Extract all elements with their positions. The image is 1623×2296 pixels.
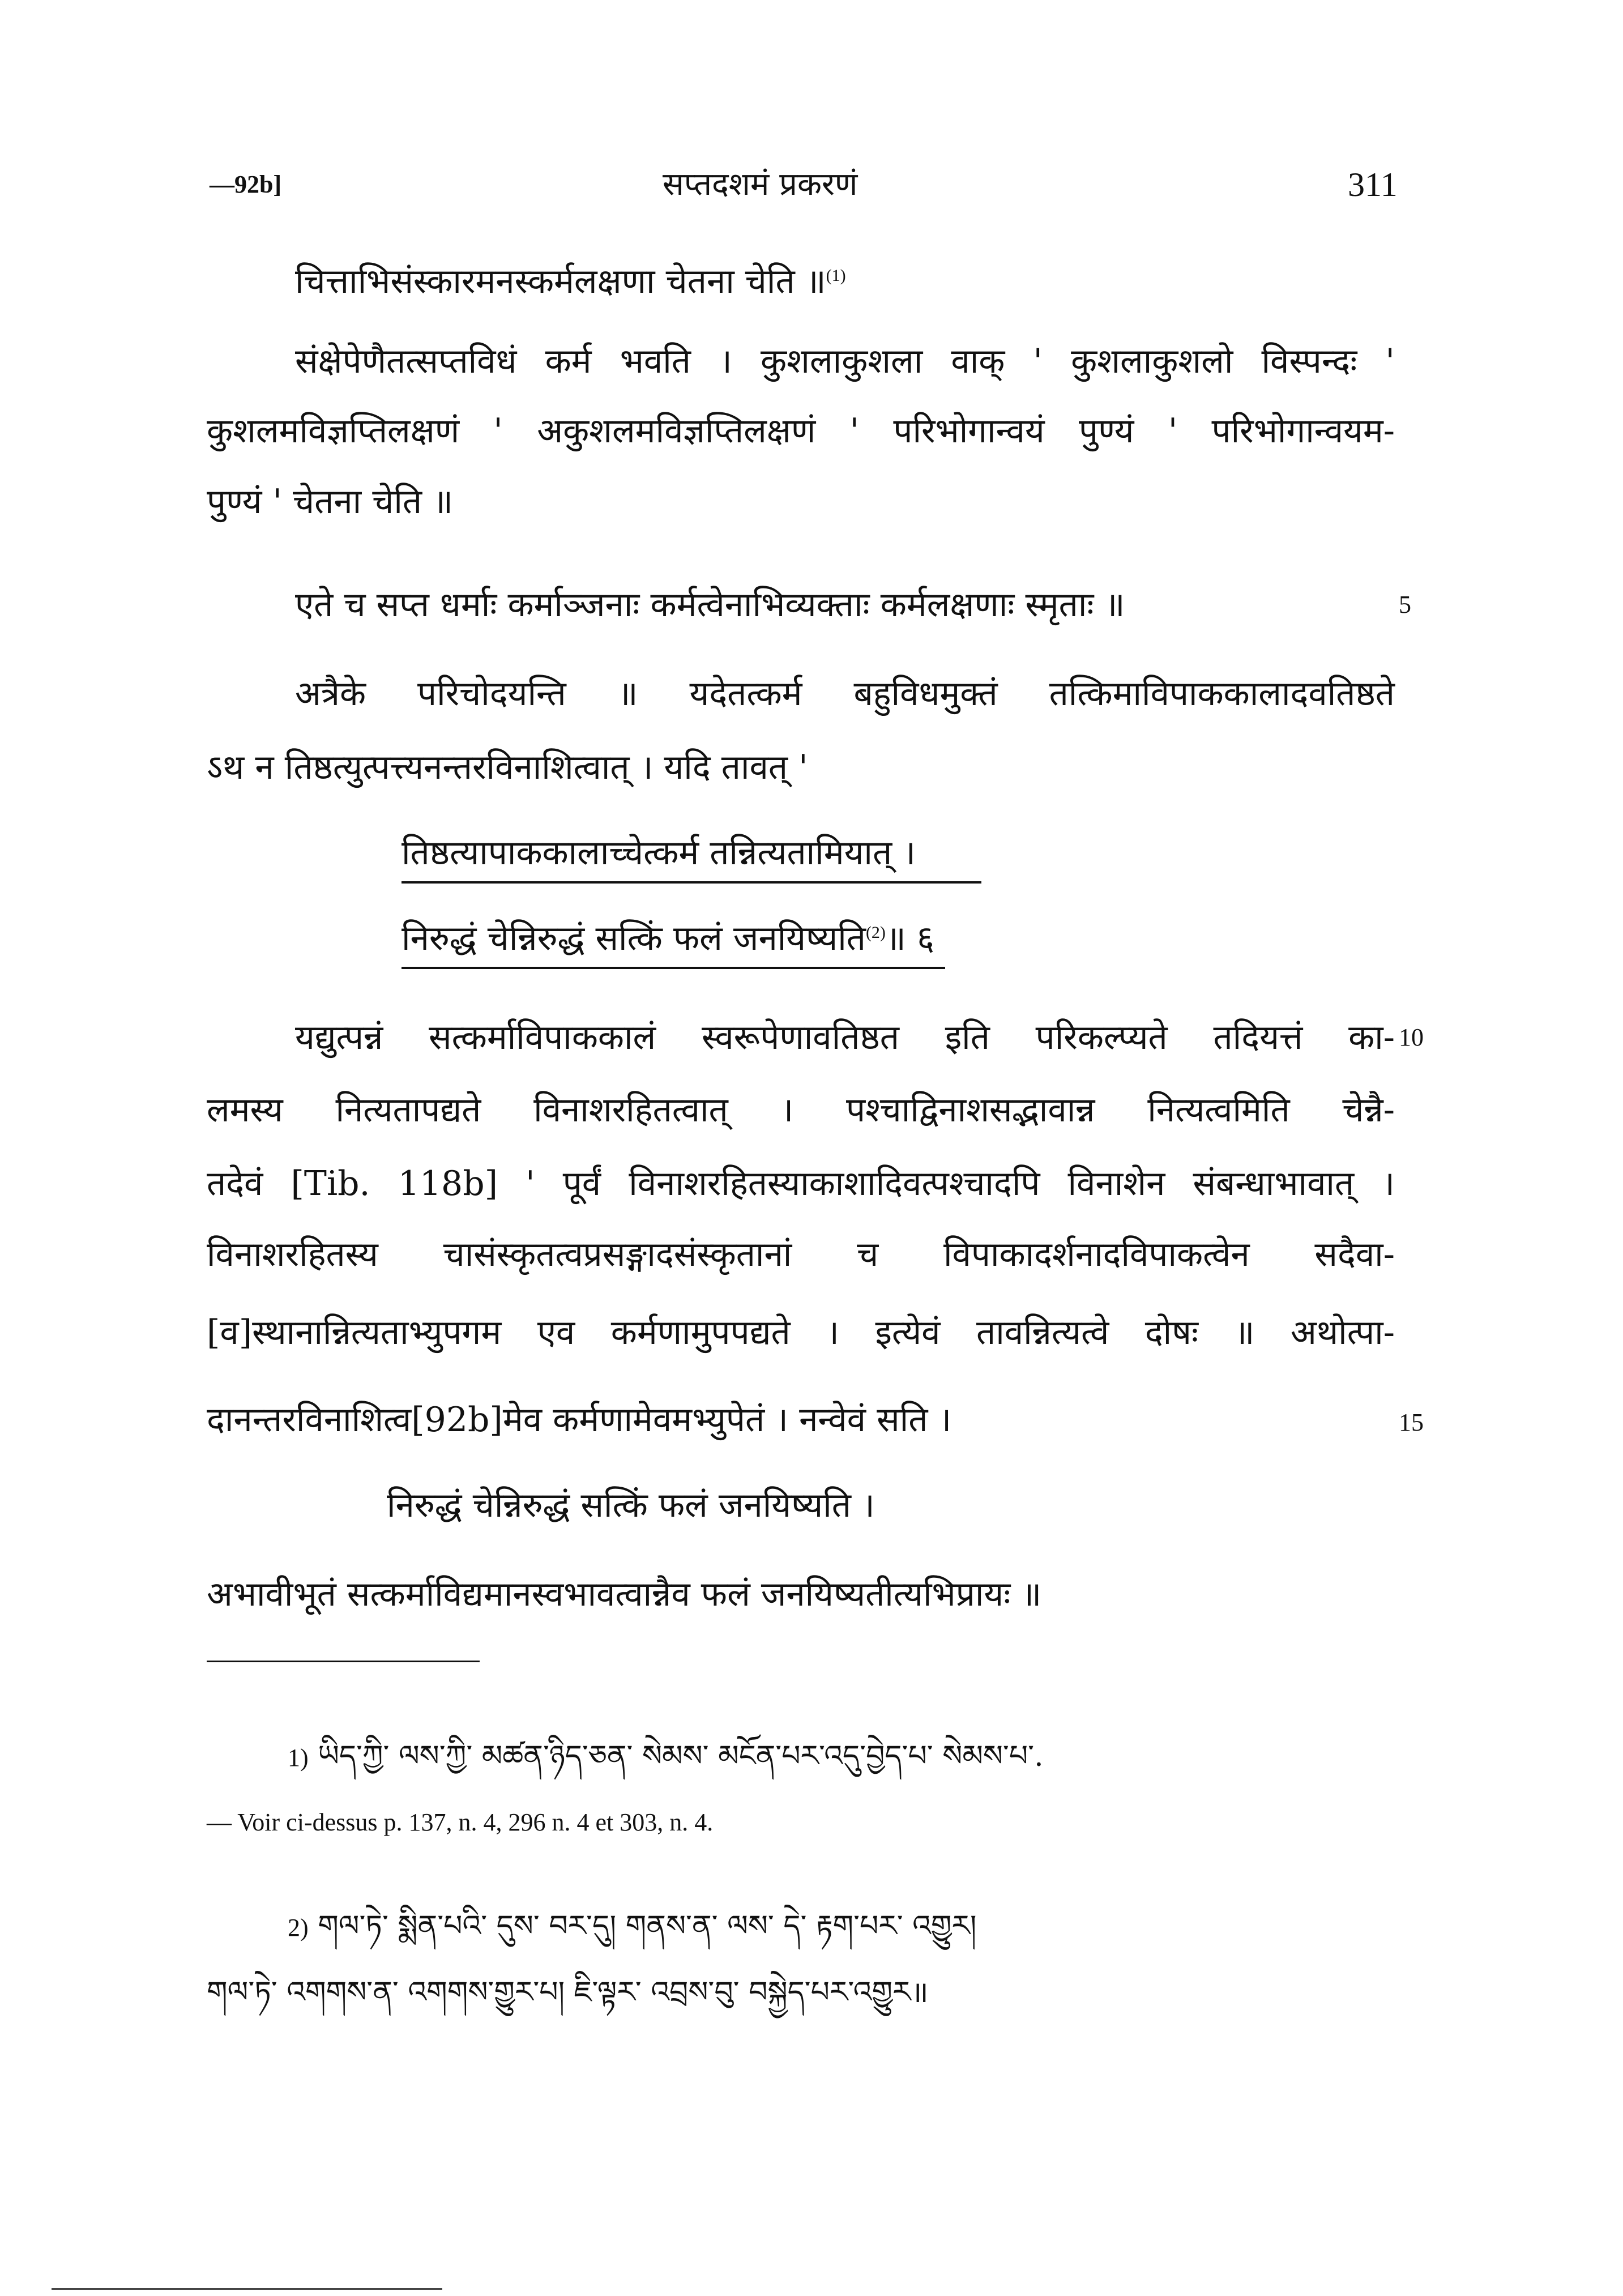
verse-line: तिष्ठत्यापाककालाच्चेत्कर्म तन्नित्यतामियात् ।	[402, 833, 916, 873]
verse-line: निरुद्धं चेन्निरुद्धं सत्किं फलं जनयिष्यति ।	[387, 1486, 875, 1525]
text-line: संक्षेपेणैतत्सप्तविधं कर्म भवति । कुशलाकुशला वाक् ' कुशलाकुशलो विस्पन्दः '	[295, 342, 1395, 381]
tibetan-text: གལ་ཏེ་ སྨིན་པའི་ དུས་ བར་དུ། གནས་ན་ ལས་ དེ་ རྟག་པར་ འགྱུར།	[318, 1909, 977, 1943]
verse-underline	[402, 967, 945, 969]
text-line: अत्रैके परिचोदयन्ति ॥ यदेतत्कर्म बहुविधमुक्तं तत्किमाविपाककालादवतिष्ठते	[295, 674, 1395, 714]
footnote-separator	[207, 1661, 480, 1662]
verse-underline	[402, 881, 981, 884]
footnote-ref-1: (1)	[826, 266, 846, 285]
verse-text: निरुद्धं चेन्निरुद्धं सत्किं फलं जनयिष्यति	[402, 919, 866, 958]
verse-line: एते च सप्त धर्माः कर्माञ्जनाः कर्मत्वेनाभिव्यक्ताः कर्मलक्षणाः स्मृताः ॥	[295, 585, 1125, 625]
text-line: विनाशरहितस्य चासंस्कृतत्वप्रसङ्गादसंस्कृतानां च विपाकादर्शनादविपाकत्वेन सदैवा-	[207, 1235, 1395, 1274]
line-number: 5	[1399, 591, 1411, 618]
footnote-1	[288, 1731, 1044, 1782]
tibetan-text: གལ་ཏེ་ འགགས་ན་ འགགས་གྱུར་པ། ཇི་ལྟར་ འབྲས་བུ་ བསྐྱེད་པར་འགྱུར॥	[207, 1975, 929, 2009]
text-line: दानन्तरविनाशित्व[92b]मेव कर्मणामेवमभ्युपेतं । नन्वेवं सति ।	[207, 1400, 952, 1440]
text-line: कुशलमविज्ञप्तिलक्षणं ' अकुशलमविज्ञप्तिलक्षणं ' परिभोगान्वयं पुण्यं ' परिभोगान्वयम-	[207, 411, 1395, 451]
footnote-marker: 2)	[288, 1914, 309, 1941]
scan-edge-line	[52, 2288, 442, 2290]
text-line-content: चित्ताभिसंस्कारमनस्कर्मलक्षणा चेतना चेति ॥	[295, 262, 826, 301]
page-number: 311	[1348, 166, 1398, 203]
tibetan-text: ཡིད་ཀྱི་ ལས་ཀྱི་ མཚན་ཉིད་ཅན་ སེམས་ མངོན་པར་འདུ་བྱེད་པ་ སེམས་པ་.	[318, 1739, 1044, 1773]
footnote-reference: — Voir ci-dessus p. 137, n. 4, 296 n. 4 et 303, n. 4.	[207, 1808, 714, 1836]
text-line: लमस्य नित्यतापद्यते विनाशरहितत्वात् । पश्चाद्विनाशसद्भावान्न नित्यत्वमिति चेन्नै-	[207, 1090, 1395, 1130]
verse-line	[402, 907, 934, 958]
folio-reference: —92b]	[210, 170, 282, 198]
footnote-marker: 1)	[288, 1744, 309, 1772]
line-number: 10	[1399, 1023, 1424, 1051]
text-line: [व]स्थानान्नित्यताभ्युपगम एव कर्मणामुपपद्यते । इत्येवं तावन्नित्यत्वे दोषः ॥ अथोत्पा-	[207, 1313, 1395, 1352]
text-line: यद्युत्पन्नं सत्कर्माविपाककालं स्वरूपेणावतिष्ठत इति परिकल्प्यते तदियत्तं का-	[295, 1018, 1395, 1057]
verse-number: ॥ ६	[885, 919, 935, 958]
line-number: 15	[1399, 1409, 1424, 1436]
text-line: पुण्यं ' चेतना चेति ॥	[207, 482, 454, 522]
running-title: सप्तदशमं प्रकरणं	[663, 166, 858, 203]
text-line: ऽथ न तिष्ठत्युत्पत्त्यनन्तरविनाशित्वात् । यदि तावत् '	[207, 748, 808, 787]
footnote-2	[288, 1901, 976, 1952]
text-line: तदेवं [Tib. 118b] ' पूर्वं विनाशरहितस्याकाशादिवत्पश्चादपि विनाशेन संबन्धाभावात् ।	[207, 1164, 1395, 1204]
footnote-ref-2: (2)	[865, 923, 886, 942]
text-line: अभावीभूतं सत्कर्माविद्यमानस्वभावत्वान्नैव फलं जनयिष्यतीत्यभिप्रायः ॥	[207, 1574, 1042, 1614]
text-line	[295, 250, 846, 301]
